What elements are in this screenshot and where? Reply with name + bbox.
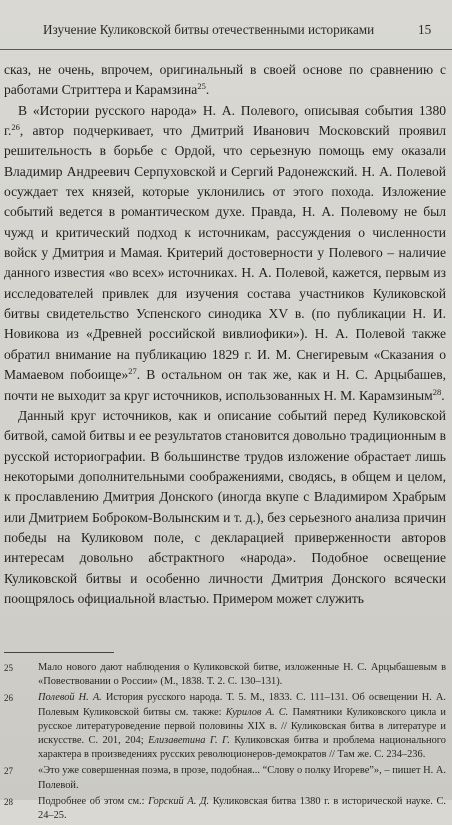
footnote-26 <box>4 691 446 762</box>
footnote-number: 28 <box>4 796 13 807</box>
footnote-ref-26[interactable]: 26 <box>11 122 20 133</box>
footnote-ref-25[interactable]: 25 <box>197 81 206 92</box>
footnote-25 <box>4 661 446 689</box>
footnote-author: Елизаветина Г. Г. <box>148 735 230 747</box>
footnote-text: История русского народа. Т. 5. М., 1833. С. 111–131. Об освещении Н. А. Полевым Куликовской битвы см. также: <box>38 692 446 718</box>
footnote-author: Полевой Н. А. <box>38 692 102 704</box>
running-header <box>0 22 452 44</box>
main-text <box>4 60 446 609</box>
footnote-text: Подробнее об этом см.: <box>38 795 149 807</box>
footnote-text: «Это уже совершенная поэма, в прозе, подобная... “Слову о полку Игореве”», – пишет Н. А. Полевой. <box>38 765 446 791</box>
footnote-text: Куликовская битва 1380 г. в исторической науке. С. 24–25. <box>38 795 446 822</box>
footnote-28 <box>4 795 446 823</box>
footnote-27 <box>4 764 446 792</box>
footnote-author: Горский А. Д. <box>148 795 210 807</box>
paragraph-2 <box>4 101 446 406</box>
paragraph-2-text-a: В «Истории русского народа» Н. А. Полевого, описывая события 1380 г. <box>4 102 446 139</box>
footnote-number: 27 <box>4 766 13 777</box>
paragraph-1 <box>4 60 446 101</box>
footnote-author: Курилов А. С. <box>225 706 289 718</box>
header-rule <box>0 49 452 50</box>
page-number: 15 <box>418 22 432 37</box>
paragraph-3: Данный круг источников, как и описание событий перед Куликовской битвой, самой битвы и ее результатов становится довольно традиционным в русской историографии. В большинстве трудов изложение обрастает лишь некоторыми дополнительными соображениями, сводясь, в общем и целом, к прославлению Дмитрия Донского (иногда вкупе с Владимиром Храбрым или Дмитрием Боброком-Волынским и т. д.), без серьезного анализа причин победы на Куликовом поле, с декларацией приверженности авторов интересам довольно абстрактного «народа». Подобное освещение Куликовской битвы и особенно личности Дмитрия Донского всячески поощрялось официальной властью. Примером может служить <box>4 407 446 606</box>
running-title: Изучение Куликовской битвы отечественными историками <box>43 22 375 37</box>
footnote-text: Куликовская битва и проблема национального характера в произведениях русских революционеров-демократов // Там же. С. 234–236. <box>38 735 446 761</box>
footnotes <box>4 661 446 825</box>
paragraph-2-text-b: , автор подчеркивает, что Дмитрий Иванович Московский проявил решительность в борьбе с Ордой, что серьезную помощь ему оказали Владимир Андреевич Серпуховской и Сергий Радонежский. Н. А. Полевой осуждает тех князей, которые уклонились от этого похода. Изложение событий ведется в романтическом духе. Правда, Н. А. Полевому не был чужд и критический подход к источникам, рассуждения о численности войск у Дмитрия и Мамая. Критерий достоверности у Полевого – наличие данного известия «во всех» источниках. Н. А. Полевой, кажется, первым из исследователей привлек для изучения состава участников Куликовской битвы свидетельство Успенского синодика XV в. (по публикации Н. И. Новикова из «Древней российской вивлиофики»). Н. А. Полевой также обратил внимание на публикацию 1829 г. И. М. Снегиревым «Сказания о Мамаевом побоище» <box>4 123 446 383</box>
footnote-ref-27[interactable]: 27 <box>128 366 137 377</box>
footnote-ref-28[interactable]: 28 <box>432 386 442 397</box>
paragraph-2-end: . <box>441 387 445 403</box>
paragraph-1-text: сказ, не очень, впрочем, оригинальный в своей основе по сравнению с работами Стриттера и Карамзина <box>4 62 446 98</box>
footnote-text: Мало нового дают наблюдения о Куликовской битве, изложенные Н. С. Арцыбашевым в «Повествовании о России» (М., 1838. Т. 2. С. 130–131). <box>38 662 446 688</box>
paragraph-2-text-c: . В остальном он так же, как и Н. С. Арцыбашев, почти не выходит за круг источников, использованных Н. М. Карамзиным <box>4 367 447 403</box>
paragraph-1-end: . <box>205 82 210 98</box>
footnote-text: Памятники Куликовского цикла и русское литературоведение первой половины XIX в. // Куликовская битва в литературе и искусстве. С. 201, 204; <box>38 706 446 747</box>
footnote-rule <box>4 652 114 653</box>
footnote-number: 26 <box>4 693 13 704</box>
footnote-number: 25 <box>4 663 13 673</box>
